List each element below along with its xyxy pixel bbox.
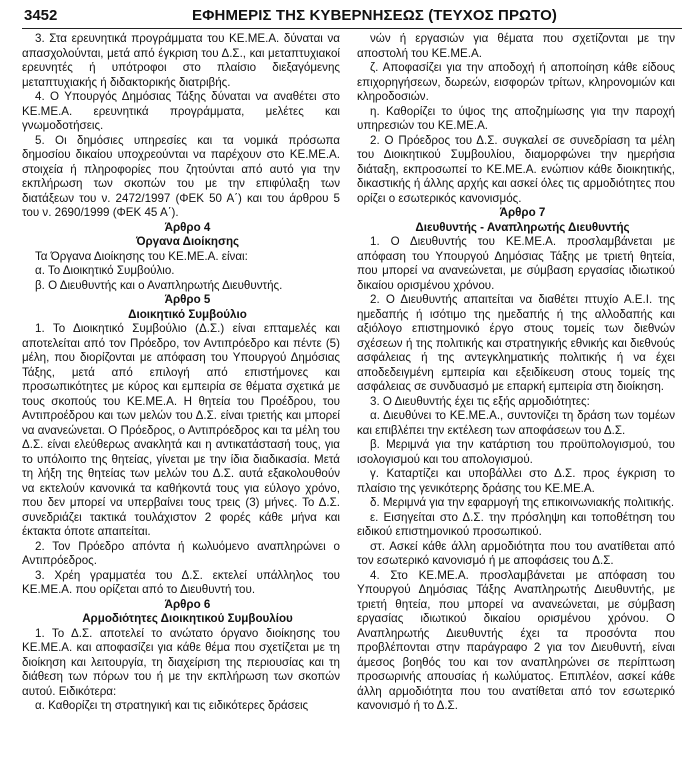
paragraph: 2. Τον Πρόεδρο απόντα ή κωλυόμενο αναπληρώνει ο Αντιπρόεδρος.: [22, 539, 340, 567]
page-number: 3452: [24, 7, 58, 24]
paragraph: ζ. Αποφασίζει για την αποδοχή ή αποποίηση κάθε είδους επιχορηγήσεων, δωρεών, εισφορών τρίτων, κληρονομιών και κληροδοσιών.: [357, 61, 675, 103]
header-rule: [22, 28, 682, 29]
running-title: ΕΦΗΜΕΡΙΣ ΤΗΣ ΚΥΒΕΡΝΗΣΕΩΣ (ΤΕΥΧΟΣ ΠΡΩΤΟ): [192, 7, 558, 24]
article-4-heading: Άρθρο 4: [164, 220, 211, 234]
article-5-heading: Άρθρο 5: [164, 293, 211, 306]
paragraph: γ. Καταρτίζει και υποβάλλει στο Δ.Σ. προς έγκριση το πλαίσιο της γενικότερης δράσης του ΚΕ.ΜΕ.Α.: [357, 467, 675, 495]
paragraph: α. Διευθύνει το ΚΕ.ΜΕ.Α., συντονίζει τη δράση των τομέων και επιβλέπει την εκτέλεση των αποφάσεων του Δ.Σ.: [357, 409, 675, 437]
article-7-heading: Άρθρο 7: [499, 206, 546, 219]
paragraph: 4. Ο Υπουργός Δημόσιας Τάξης δύναται να αναθέτει στο ΚΕ.ΜΕ.Α. ερευνητικά προγράμματα, μελέτες και γνωμοδοτήσεις.: [22, 90, 340, 132]
paragraph: 1. Ο Διευθυντής του ΚΕ.ΜΕ.Α. προσλαμβάνεται με απόφαση του Υπουργού Δημόσιας Τάξης με τριετή θητεία, που μπορεί να ανανεώνεται, με σύμβαση εργασίας ιδιωτικού δικαίου ορισμένου χρόνου.: [357, 235, 675, 292]
paragraph: β. Μεριμνά για την κατάρτιση του προϋπολογισμού, του ισολογισμού και του απολογισμού.: [357, 438, 675, 466]
paragraph: δ. Μεριμνά για την εφαρμογή της επικοινωνιακής πολιτικής.: [370, 496, 675, 509]
article-4-title: Όργανα Διοίκησης: [135, 235, 240, 248]
paragraph: β. Ο Διευθυντής και ο Αναπληρωτής Διευθυντής.: [35, 278, 283, 292]
paragraph: α. Καθορίζει τη στρατηγική και τις ειδικότερες δράσεις: [35, 699, 309, 712]
paragraph: 4. Στο ΚΕ.ΜΕ.Α. προσλαμβάνεται με απόφαση του Υπουργού Δημόσιας Τάξης Αναπληρωτής Διευθυντής, με τριετή θητεία, που μπορεί να ανανεώνεται, με σύμβαση εργασίας ιδιωτικού δικαίου ορισμένου χρόνου. Ο Αναπληρωτής Διευθυντής έχει τα προσόντα που προβλέπονται στην παράγραφο 2 για τον Διευθυντή, είναι άμεσος βοηθός του και τον αναπληρώνει σε περίπτωση προσωρινής απουσίας ή κωλύματος. Επιπλέον, ασκεί κάθε άλλη αρμοδιότητα που του ανατίθεται από τον εσωτερικό κανονισμό ή το Δ.Σ.: [357, 568, 675, 712]
left-column: [22, 32, 340, 714]
paragraph: η. Καθορίζει το ύψος της αποζημίωσης για την παροχή υπηρεσιών του ΚΕ.ΜΕ.Α.: [357, 104, 675, 132]
paragraph: ε. Εισηγείται στο Δ.Σ. την πρόσληψη και τοποθέτηση του ειδικού επιστημονικού προσωπικού.: [357, 510, 675, 538]
paragraph: στ. Ασκεί κάθε άλλη αρμοδιότητα που του ανατίθεται από τον εσωτερικό κανονισμό ή με αποφάσεις του Δ.Σ.: [357, 539, 675, 567]
page-header: [18, 4, 678, 28]
paragraph: 2. Ο Διευθυντής απαιτείται να διαθέτει πτυχίο Α.Ε.Ι. της ημεδαπής ή ισότιμο της ημεδαπής ή της αλλοδαπής και αξιόλογο επιστημονικό έργο στους τομείς των διεθνών σχέσεων ή της πολιτικής και στρατηγικής εθνικής και διεθνούς ασφάλειας ή της αντεγκληματικής πολιτικής ή να έχει αποδεδειγμένη εμπειρία και εξειδίκευση στους τομείς της ασφάλειας σε συνδυασμό με επαρκή εμπειρία στη διοίκηση.: [357, 293, 675, 393]
article-6-title: Αρμοδιότητες Διοικητικού Συμβουλίου: [82, 612, 293, 625]
paragraph: 5. Οι δημόσιες υπηρεσίες και τα νομικά πρόσωπα δημοσίου δικαίου υποχρεούνται να παρέχουν στο ΚΕ.ΜΕ.Α. στοιχεία ή πληροφορίες που ζητούνται από αυτό για την εκπλήρωση των σκοπών του με την επιφύλαξη των διατάξεων του ν. 2472/1997 (ΦΕΚ 50 Α΄) και του άρθρου 5 του ν. 2690/1999 (ΦΕΚ 45 Α΄).: [22, 133, 340, 219]
article-5-title: Διοικητικό Συμβούλιο: [128, 307, 247, 321]
paragraph: νών ή εργασιών για θέματα που σχετίζονται με την αποστολή του ΚΕ.ΜΕ.Α.: [357, 32, 675, 60]
paragraph: 1. Το Διοικητικό Συμβούλιο (Δ.Σ.) είναι επταμελές και αποτελείται από τον Πρόεδρο, τον Αντιπρόεδρο και πέντε (5) μέλη, που διορίζονται με απόφαση του Υπουργού Δημόσιας Τάξης, μετά από επιλογή από επιστήμονες και προσωπικότητες με κύρος και εμπειρία σε θέματα σχετικά με τους σκοπούς του ΚΕ.ΜΕ.Α. Η θητεία του Προέδρου, του Αντιπροέδρου και των μελών του Δ.Σ. είναι τριετής και μπορεί να ανανεώνεται. Ο Πρόεδρος, ο Αντιπρόεδρος και τα μέλη του Δ.Σ. είναι ελεύθερως ανακλητά και η αντικατάστασή τους, για το υπόλοιπο της θητείας, γίνεται με την ίδια διαδικασία. Μετά τη λήξη της θητείας των μελών του Δ.Σ. αυτά εξακολουθούν να εκτελούν κανονικά τα καθήκοντά τους για εύλογο χρόνο, που δεν μπορεί να υπερβαίνει τους τρεις (3) μήνες. Το Δ.Σ. συνεδριάζει τακτικά τουλάχιστον 2 φορές κάθε μήνα και έκτακτα όποτε απαιτείται.: [22, 322, 340, 538]
paragraph: 3. Χρέη γραμματέα του Δ.Σ. εκτελεί υπάλληλος του ΚΕ.ΜΕ.Α. που ορίζεται από το Διευθυντή του.: [22, 568, 340, 596]
paragraph: 1. Το Δ.Σ. αποτελεί το ανώτατο όργανο διοίκησης του ΚΕ.ΜΕ.Α. και αποφασίζει για κάθε θέμα που σχετίζεται με τη διοίκηση και λειτουργία, τη διαχείριση της περιουσίας και τη διάθεση των πόρων του ή με την εκπλήρωση των σκοπών αυτού. Ειδικότερα:: [22, 626, 340, 698]
article-7-title: Διευθυντής - Αναπληρωτής Διευθυντής: [415, 220, 630, 234]
paragraph: 3. Ο Διευθυντής έχει τις εξής αρμοδιότητες:: [370, 394, 590, 408]
paragraph: α. Το Διοικητικό Συμβούλιο.: [35, 264, 175, 277]
article-6-heading: Άρθρο 6: [164, 597, 211, 611]
right-column: [357, 32, 675, 714]
paragraph: 3. Στα ερευνητικά προγράμματα του ΚΕ.ΜΕ.Α. δύναται να απασχολούνται, μετά από έγκριση του Δ.Σ., και μεταπτυχιακοί ερευνητές ή υπότροφοι στο πλαίσιο διεξαγόμενης μεταπτυχιακής ή διδακτορικής διατριβής.: [22, 32, 340, 89]
paragraph: Τα Όργανα Διοίκησης του ΚΕ.ΜΕ.Α. είναι:: [35, 249, 248, 263]
paragraph: 2. Ο Πρόεδρος του Δ.Σ. συγκαλεί σε συνεδρίαση τα μέλη του Διοικητικού Συμβουλίου, διαμορφώνει την ημερήσια διάταξη, εκπροσωπεί το ΚΕ.ΜΕ.Α. ενώπιον κάθε διοικητικής, δικαστικής ή άλλης αρχής και ασκεί όλες τις αρμοδιότητες που ορίζει ο εσωτερικός κανονισμός.: [357, 133, 675, 205]
